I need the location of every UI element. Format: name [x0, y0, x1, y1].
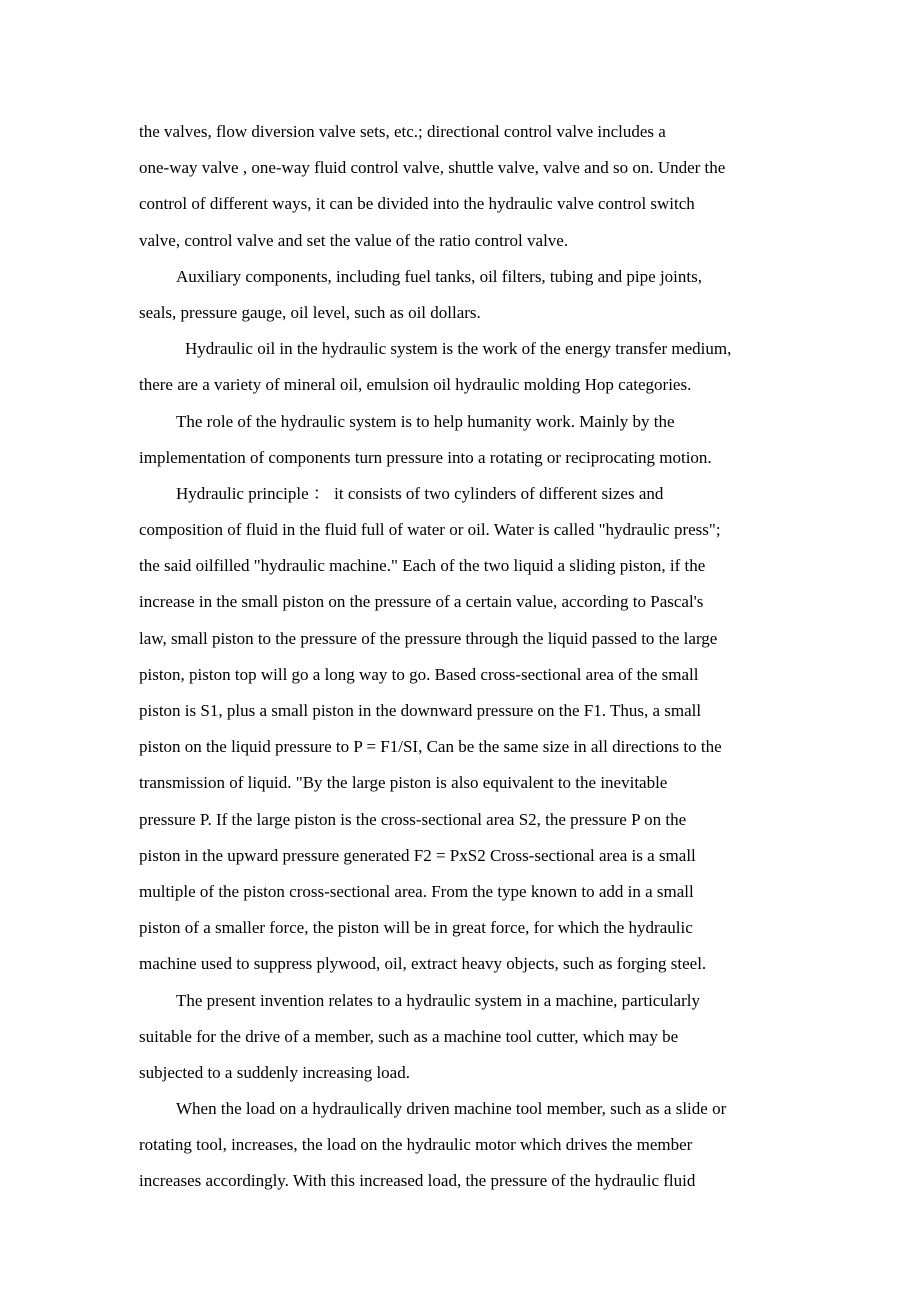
body-text: [139, 114, 789, 1200]
text-line: valve, control valve and set the value of the ratio control valve.: [139, 230, 569, 250]
text-line: one-way valve , one-way fluid control valve, shuttle valve, valve and so on. Under the: [139, 158, 726, 178]
text-line: law, small piston to the pressure of the pressure through the liquid passed to the large: [139, 628, 718, 648]
text-line: increase in the small piston on the pressure of a certain value, according to Pascal's: [139, 592, 704, 612]
text-line: Hydraulic principle ： it consists of two cylinders of different sizes and: [176, 483, 664, 503]
text-line: the valves, flow diversion valve sets, etc.; directional control valve includes a: [139, 122, 666, 141]
text-line: seals, pressure gauge, oil level, such as oil dollars.: [139, 302, 481, 322]
text-line: rotating tool, increases, the load on the hydraulic motor which drives the member: [139, 1135, 693, 1155]
text-line: increases accordingly. With this increased load, the pressure of the hydraulic fluid: [139, 1171, 696, 1191]
text-line: subjected to a suddenly increasing load.: [139, 1062, 410, 1082]
text-line: the said oilfilled "hydraulic machine." Each of the two liquid a sliding piston, if the: [139, 556, 706, 576]
text-line: piston in the upward pressure generated F2 = PxS2 Cross-sectional area is a small: [139, 845, 696, 865]
text-line: piston, piston top will go a long way to go. Based cross-sectional area of the small: [139, 664, 699, 684]
text-line: implementation of components turn pressure into a rotating or reciprocating motion.: [139, 447, 712, 467]
text-line: transmission of liquid. "By the large piston is also equivalent to the inevitable: [139, 773, 668, 793]
text-line: composition of fluid in the fluid full of water or oil. Water is called "hydraulic press";: [139, 520, 721, 540]
text-line: machine used to suppress plywood, oil, extract heavy objects, such as forging steel.: [139, 954, 707, 974]
text-line: Hydraulic oil in the hydraulic system is the work of the energy transfer medium,: [185, 339, 732, 359]
text-line: Auxiliary components, including fuel tanks, oil filters, tubing and pipe joints,: [176, 266, 702, 286]
text-line: When the load on a hydraulically driven machine tool member, such as a slide or: [176, 1099, 727, 1119]
text-line: multiple of the piston cross-sectional area. From the type known to add in a small: [139, 881, 694, 901]
text-line: control of different ways, it can be divided into the hydraulic valve control switch: [139, 194, 695, 214]
text-line: there are a variety of mineral oil, emulsion oil hydraulic molding Hop categories.: [139, 375, 692, 395]
text-line: The role of the hydraulic system is to help humanity work. Mainly by the: [176, 411, 675, 431]
text-line: piston is S1, plus a small piston in the downward pressure on the F1. Thus, a small: [139, 701, 702, 720]
text-line: suitable for the drive of a member, such as a machine tool cutter, which may be: [139, 1026, 679, 1046]
text-line: The present invention relates to a hydraulic system in a machine, particularly: [176, 990, 700, 1010]
text-line: pressure P. If the large piston is the cross-sectional area S2, the pressure P on the: [139, 809, 687, 829]
text-line: piston of a smaller force, the piston will be in great force, for which the hydraulic: [139, 918, 693, 938]
text-line: piston on the liquid pressure to P = F1/SI, Can be the same size in all directions to the: [139, 737, 722, 757]
